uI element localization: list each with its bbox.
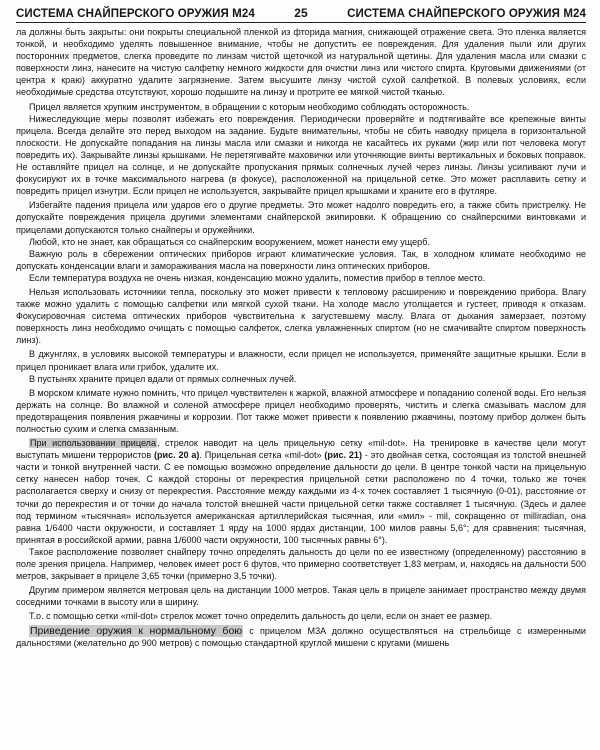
paragraph-desert: В пустынях храните прицел вдали от прямых солнечных лучей.	[29, 373, 297, 384]
page-number: 25	[294, 6, 308, 20]
paragraph-heat-sources: Нельзя использовать источники тепла, поскольку это может привести к тепловому расширению и повреждению прибора. Влагу также можно удалить с помощью салфетки или мягкой сухой ткани. На холоде масло утолщается и густеет, приводя к отказам. Фокусировочная система оптических приборов чувствительна к загустевшему маслу. Влага от дыхания замерзает, поэтому поверхность линз необходимо очищать с помощью салфеток, слегка увлажненных спиртом (но не смачивайте спиртом поверхность линз).	[16, 286, 586, 346]
paragraph-jungle: В джунглях, в условиях высокой температуры и влажности, если прицел не используется, применяйте защитные крышки. Если в прицел проникает влага или грибок, удалите их.	[16, 349, 586, 372]
highlighted-term-using-scope: При использовании прицела	[30, 438, 156, 449]
page-body	[16, 26, 586, 649]
header-left-title: СИСТЕМА СНАЙПЕРСКОГО ОРУЖИЯ M24	[16, 8, 255, 20]
paragraph-metre-target: Другим примером является метровая цель на дистанции 1000 метров. Такая цель в прицеле занимает пространство между двумя соседними точками в высоту или в ширину.	[16, 585, 586, 608]
paragraph-text: , стрелок наводит на цель прицельную сетку «mil-dot». На тренировке в качестве цели могут выступать мишени террористов	[16, 438, 586, 461]
paragraph-climate: Важную роль в сбережении оптических приборов играют климатические условия. Так, в холодном климате необходимо не допускать конденсации влаги и замораживания масла на поверхности линз оптических приборов.	[16, 248, 586, 271]
paragraph-precautions: Нижеследующие меры позволят избежать его повреждения. Периодически проверяйте и подтягивайте все крепежные винты прицела. Всегда делайте это перед выходом на задание. Будьте внимательны, чтобы не сбить наводку прицела в горизонтальной плоскости. Не допускайте попадания на линзы масла или смазки и никогда не касайтесь их руками (жир или пот человека могут повредить их). Закрывайте линзы крышками. Не перетягивайте маховички или уточняющие винты вертикальных и боковых поправок. Не оставляйте прицел на солнце, и не допускайте пропускания прямых солнечных лучей через линзы. Линзы усиливают лучи и фокусируют их в точке максимального нагрева (в фокусе), расположенной на прицельной сетке. Это может расплавить сетку и повредить прицел изнутри. Если прицел не используется, закрывайте прицел крышками и храните его в футляре.	[16, 113, 586, 197]
figure-ref-21: (рис. 21)	[324, 450, 362, 461]
paragraph-marine: В морском климате нужно помнить, что прицел чувствителен к жаркой, влажной атмосфере и попаданию соленой воды. Его нельзя держать на солнце. Во влажной и соленой атмосфере прицел необходимо проверять, чистить и слегка смазывать маслом для предотвращения появления ржавчины и коррозии. Пот также может привести к появлению ржавчины, поэтому прибор должен быть полностью сухим и слегка смазанным.	[16, 387, 586, 434]
paragraph-lens-cleaning: ла должны быть закрыты: они покрыты специальной пленкой из фторида магния, снижающей отражение света. Это пленка является тонкой, и необходимо уделять повышенное внимание, чтобы не допустить ее повреждения. Для удаления пыли или других посторонних предметов, слегка проведите по линзам чистой щеточкой из натуральной щетины. Для удаления масла или смазки с поверхности линз, нанесите на чистую салфетку немного жидкости для очистки линз или чистого спирта. Круговыми движениями (от центра к краю) аккуратно удалите загрязнение. Затем высушите линзу чистой сухой салфеткой. В полевых условиях, если необходимые средства отсутствуют, хорошо подышите на линзу и протрите ее мягкой чистой тканью.	[16, 27, 586, 98]
paragraph-conclusion: Т.о. с помощью сетки «mil-dot» стрелок может точно определить дальность до цели, если он знает ее размер.	[29, 611, 493, 622]
running-header	[16, 6, 586, 23]
paragraph-anyone: Любой, кто не знает, как обращаться со снайперским вооружением, может нанести ему ущерб.	[29, 236, 430, 247]
paragraph-text: . Прицельная сетка «mil-dot»	[199, 450, 325, 461]
paragraph-text: с прицелом M3A должно осуществляться на стрельбище с измеренными дальностями (желательно до 900 метров) с помощью стандартной круглой мишени с кругами (мишень	[16, 625, 586, 648]
paragraph-zeroing	[16, 625, 586, 649]
paragraph-avoid-drops: Избегайте падения прицела или ударов его о другие предметы. Это может надолго повредить его, а также сбить пристрелку. Не допускайте повреждения прицела другими элементами снайперской экипировки. К обращению со снайперскими винтовками и прицелами допускаются только снайперы и оружейники.	[16, 200, 586, 235]
paragraph-condensation: Если температура воздуха не очень низкая, конденсацию можно удалить, поместив прибор в теплое место.	[29, 272, 486, 283]
highlighted-term-zeroing: Приведение оружия к нормальному бою	[30, 624, 243, 637]
paragraph-fragile: Прицел является хрупким инструментом, в обращении с которым необходимо соблюдать осторожность.	[29, 101, 470, 112]
paragraph-text: - это двойная сетка, состоящая из толстой внешней части и тонкой внутренней части. С ее помощью возможно определение дальности до цели. В центре тонкой части на прицельную сетку нанесен набор точек. С каждой стороны от перекрестия прицельной сетки расположено по 4 точки, только же точек располагается сверху и снизу от перекрестия. Расстояние между каждыми из 4-х точек составляет 1 тысячную (0-01), расстояние от точки до перекрестия и от точки до начала толстой внешней части прицельной сетки также составляет 1 тысячную. (Здесь и далее под термином «тысячная» используется американская артиллерийская тысячная, или «мил» - mil, сокращенно от milliradian, она равна 1/6400 части окружности, и составляет 1 ярду на 1000 ярдах дистанции, 100 милов равны 5,6°; для сравнения: тысячная, принятая в российской армии, равна 1/6000 части окружности, 100 тысячных равны 6°).	[16, 450, 586, 545]
paragraph-range-estimation: Такое расположение позволяет снайперу точно определять дальность до цели по ее известному (определенному) расстоянию в поле зрения прицела. Например, человек имеет рост 6 футов, что примерно соответствует 1,83 метрам, и, находясь на дальности 500 метров, закрывает в прицеле 3,65 точки (примерно 3,5 точки).	[16, 546, 586, 582]
paragraph-mil-dot	[16, 437, 586, 546]
figure-ref-20a: (рис. 20 а)	[153, 450, 200, 461]
header-right-title: СИСТЕМА СНАЙПЕРСКОГО ОРУЖИЯ M24	[347, 8, 586, 20]
